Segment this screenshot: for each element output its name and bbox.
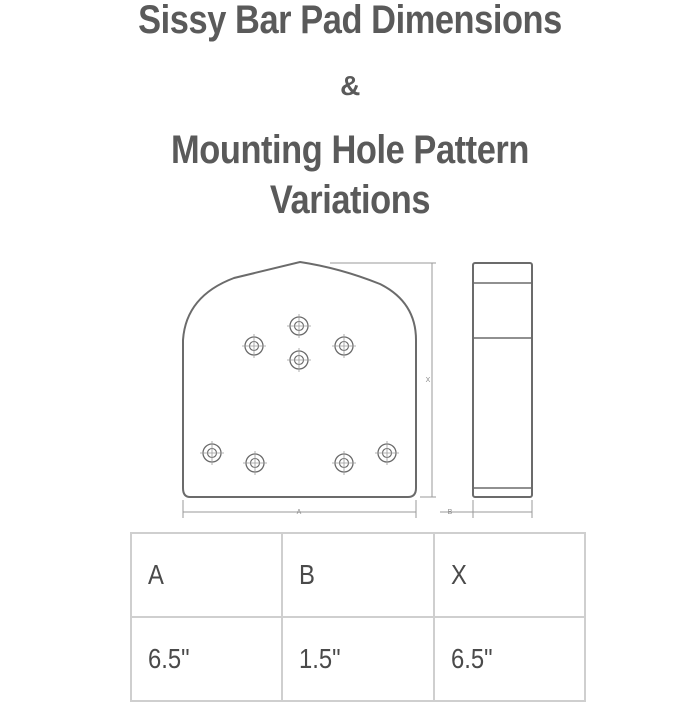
mounting-hole xyxy=(287,348,311,372)
dimension-x xyxy=(330,263,436,497)
value-x: 6.5" xyxy=(450,643,493,674)
table-header-row xyxy=(131,533,585,617)
dimension-label-x: X xyxy=(425,377,431,384)
mounting-hole xyxy=(242,334,266,358)
value-b: 1.5" xyxy=(299,643,341,674)
table-value-cell xyxy=(282,617,433,701)
dimensions-table xyxy=(130,532,586,702)
pad-front-outline xyxy=(183,262,416,497)
dimension-b xyxy=(440,500,532,518)
mounting-hole xyxy=(375,441,399,465)
table-header-cell xyxy=(434,533,585,617)
pad-side-view xyxy=(473,263,532,497)
table-row xyxy=(131,617,585,701)
header-a: A xyxy=(148,559,164,590)
mounting-hole xyxy=(243,451,267,475)
dimension-label-a: A xyxy=(296,509,302,516)
table-value-cell xyxy=(131,617,282,701)
mounting-hole xyxy=(332,451,356,475)
title-line-3: Variations xyxy=(269,178,431,222)
mounting-hole xyxy=(332,334,356,358)
title-line-2: Mounting Hole Pattern xyxy=(171,128,529,172)
mounting-hole xyxy=(200,441,224,465)
title-line-1: Sissy Bar Pad Dimensions xyxy=(138,0,562,42)
title-ampersand: & xyxy=(340,70,360,101)
mounting-holes xyxy=(200,314,399,475)
dimension-label-b: B xyxy=(447,509,453,516)
table-header-cell xyxy=(282,533,433,617)
header-x: X xyxy=(450,559,467,590)
header-b: B xyxy=(299,559,316,590)
table-value-cell xyxy=(434,617,585,701)
value-a: 6.5" xyxy=(148,643,190,674)
mounting-hole xyxy=(287,314,311,338)
table-header-cell xyxy=(131,533,282,617)
